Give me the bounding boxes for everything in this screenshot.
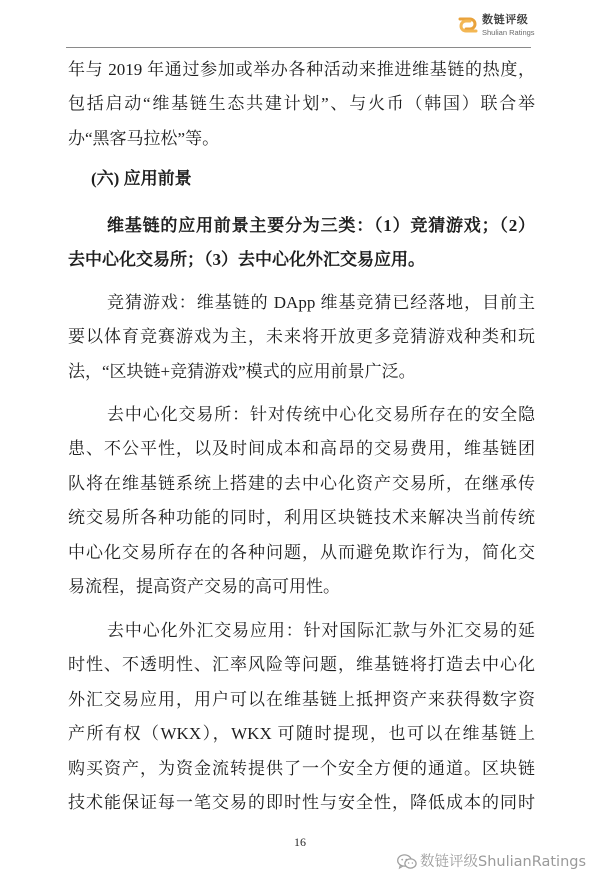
text-line: 去中心化交易所：针对传统中心化交易所存在的安全隐 bbox=[107, 404, 535, 424]
paragraph-guessing-games bbox=[68, 286, 535, 390]
brand-name-cn: 数链评级 bbox=[482, 13, 529, 26]
text-line: 去中心化交易所；（3）去中心化外汇交易应用。 bbox=[68, 250, 425, 270]
text-line: 时性、不透明性、汇率风险等问题，维基链将打造去中心化 bbox=[68, 655, 535, 675]
watermark-text: 数链评级ShulianRatings bbox=[420, 854, 587, 870]
wechat-icon bbox=[397, 854, 417, 870]
section-heading: (六) 应用前景 bbox=[91, 168, 192, 188]
text-line: 维基链的应用前景主要分为三类：（1）竞猜游戏；（2） bbox=[107, 215, 535, 235]
brand-logo bbox=[457, 11, 539, 41]
paragraph-intro bbox=[68, 53, 535, 157]
text-line: 去中心化外汇交易应用：针对国际汇款与外汇交易的延 bbox=[107, 620, 535, 640]
text-line: 技术能保证每一笔交易的即时性与安全性，降低成本的同时 bbox=[68, 793, 535, 813]
text-line: 法，“区块链+竞猜游戏”模式的应用前景广泛。 bbox=[68, 361, 416, 381]
text-line: 产所有权（WKX），WKX 可随时提现，也可以在维基链上 bbox=[68, 724, 535, 744]
page-number: 16 bbox=[294, 835, 306, 849]
wechat-watermark bbox=[397, 851, 593, 873]
paragraph-summary bbox=[68, 209, 535, 278]
text-line: 外汇交易应用，用户可以在维基链上抵押资产来获得数字资 bbox=[68, 689, 535, 709]
text-line: 办“黑客马拉松”等。 bbox=[68, 128, 220, 148]
text-line: 易流程，提高资产交易的高可用性。 bbox=[68, 577, 340, 597]
text-line: 包括启动“维基链生态共建计划”、与火币（韩国）联合举 bbox=[68, 94, 535, 114]
text-line: 竞猜游戏：维基链的 DApp 维基竞猜已经落地，目前主 bbox=[107, 292, 535, 312]
document-body bbox=[68, 53, 535, 821]
paragraph-dex bbox=[68, 398, 535, 605]
text-line: 要以体育竞赛游戏为主，未来将开放更多竞猜游戏种类和玩 bbox=[68, 327, 535, 347]
chain-link-logo-icon bbox=[457, 14, 479, 36]
text-line: 年与 2019 年通过参加或举办各种活动来推进维基链的热度， bbox=[68, 59, 535, 79]
text-line: 中心化交易所存在的各种问题，从而避免欺诈行为，简化交 bbox=[68, 542, 535, 562]
brand-name-en: Shulian Ratings bbox=[482, 28, 535, 37]
text-line: 统交易所各种功能的同时，利用区块链技术来解决当前传统 bbox=[68, 508, 535, 528]
text-line: 队将在维基链系统上搭建的去中心化资产交易所，在继承传 bbox=[68, 473, 535, 493]
header-divider bbox=[66, 47, 531, 48]
text-line: 患、不公平性，以及时间成本和高昂的交易费用，维基链团 bbox=[68, 439, 535, 459]
text-line: 购买资产，为资金流转提供了一个安全方便的通道。区块链 bbox=[68, 758, 535, 778]
paragraph-forex bbox=[68, 614, 535, 821]
